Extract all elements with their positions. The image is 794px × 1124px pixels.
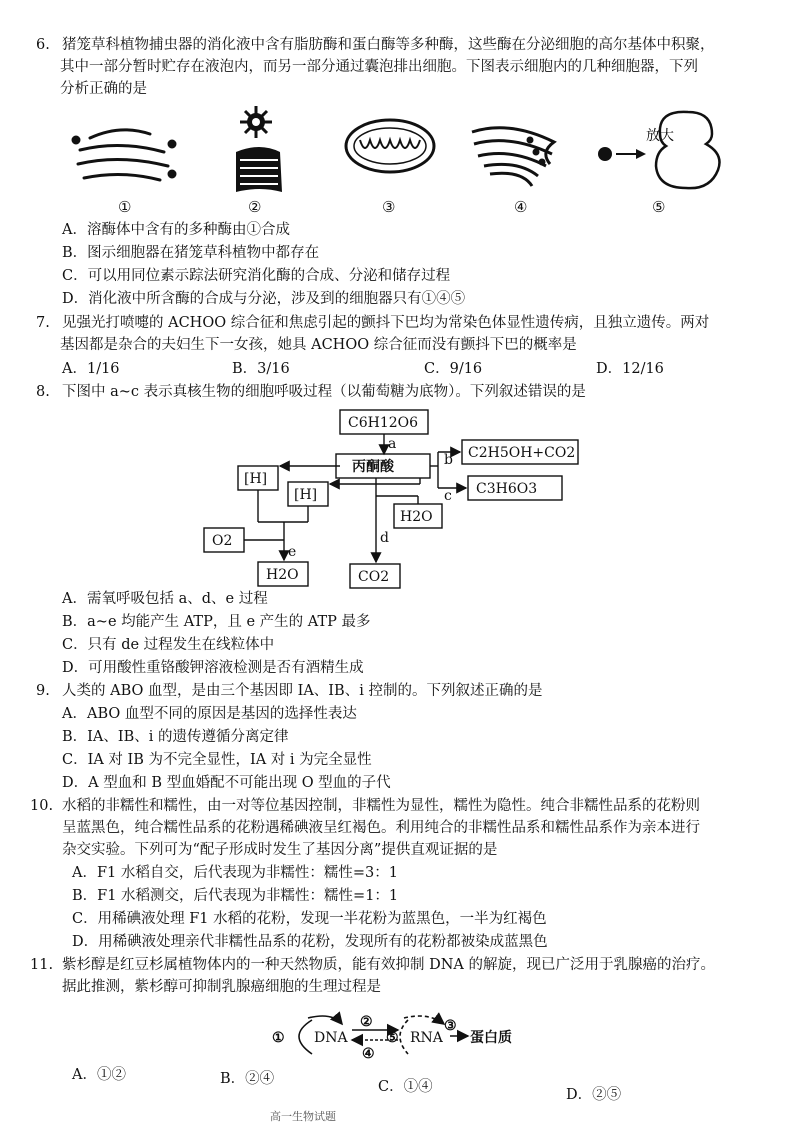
organelle-figure: [60, 100, 740, 200]
process-4-label: ④: [362, 1046, 375, 1062]
option-c[interactable]: C．只有 de 过程发生在线粒体中: [62, 637, 275, 653]
pyruvate-label: 丙酮酸: [352, 459, 394, 475]
question-text: 下图中 a~c 表示真核生物的细胞呼吸过程（以葡萄糖为底物）。下列叙述错误的是: [62, 384, 586, 400]
option-a[interactable]: A．F1 水稻自交，后代表现为非糯性：糯性=3：1: [72, 865, 398, 881]
option-c[interactable]: C．可以用同位素示踪法研究消化酶的合成、分泌和储存过程: [62, 268, 451, 284]
replication-loop: [299, 1020, 312, 1054]
step-a-label: a: [388, 436, 397, 452]
question-8: [36, 381, 776, 403]
question-text: 紫杉醇是红豆杉属植物体内的一种天然物质，能有效抑制 DNA 的解旋，现已广泛用于乳腺癌的治疗。: [62, 957, 715, 973]
option-d[interactable]: D．消化液中所含酶的合成与分泌，涉及到的细胞器只有①④⑤: [62, 291, 466, 307]
question-text: 猪笼草科植物捕虫器的消化液中含有脂肪酶和蛋白酶等多种酶，这些酶在分泌细胞的高尔基体中积聚，: [62, 37, 715, 53]
option-b[interactable]: B．F1 水稻测交，后代表现为非糯性：糯性=1：1: [72, 888, 399, 904]
question-9: [36, 680, 776, 702]
central-dogma-diagram: [268, 1006, 528, 1064]
o2-formula: O2: [212, 533, 233, 549]
option-b[interactable]: B．3/16: [232, 361, 290, 377]
option-c[interactable]: C．用稀碘液处理 F1 水稻的花粉，发现一半花粉为蓝黑色，一半为红褐色: [72, 911, 547, 927]
question-text: 见强光打喷嚏的 ACHOO 综合征和焦虑引起的颤抖下巴均为常染色体显性遗传病，且独立遗传。两对: [62, 315, 710, 331]
option-d[interactable]: D．②⑤: [566, 1087, 622, 1103]
question-text: 基因都是杂合的夫妇生下一女孩，她具 ACHOO 综合征而没有颤抖下巴的概率是: [60, 337, 577, 353]
question-text: 杂交实验。下列可为“配子形成时发生了基因分离”提供直观证据的是: [62, 842, 498, 858]
figure-label-4: ④: [514, 198, 528, 216]
mitochondrion-icon: [346, 120, 434, 172]
option-c[interactable]: C．9/16: [424, 361, 483, 377]
option-c[interactable]: C．①④: [378, 1079, 433, 1095]
golgi-apparatus-icon: [73, 130, 175, 180]
h-label-2: [H]: [294, 487, 318, 503]
h-label-1: [H]: [244, 471, 268, 487]
question-text: 人类的 ABO 血型，是由三个基因即 IA、IB、i 控制的。下列叙述正确的是: [62, 683, 543, 699]
step-c-label: c: [444, 488, 452, 504]
question-number: 9.: [36, 683, 50, 699]
option-b[interactable]: B．图示细胞器在猪笼草科植物中都存在: [62, 245, 320, 261]
option-b[interactable]: B．②④: [220, 1071, 275, 1087]
figure-label-5: ⑤: [652, 198, 666, 216]
step-d-label: d: [380, 530, 389, 546]
option-b[interactable]: B．a~e 均能产生 ATP，且 e 产生的 ATP 最多: [62, 614, 371, 630]
protein-label: 蛋白质: [470, 1030, 512, 1046]
zoom-label: 放大: [646, 128, 674, 144]
option-a[interactable]: A．ABO 血型不同的原因是基因的选择性表达: [62, 706, 357, 722]
process-2-label: ②: [360, 1014, 373, 1030]
question-10: [30, 795, 770, 861]
question-number: 6.: [36, 37, 50, 53]
question-6: [36, 34, 776, 100]
question-text: 水稻的非糯性和糯性，由一对等位基因控制，非糯性为显性，糯性为隐性。纯合非糯性品系的花粉则: [62, 798, 700, 814]
option-a[interactable]: A．需氧呼吸包括 a、d、e 过程: [62, 591, 268, 607]
glucose-formula: C6H12O6: [348, 415, 419, 431]
option-a[interactable]: A．①②: [72, 1067, 126, 1083]
question-number: 8.: [36, 384, 50, 400]
step-e-label: e: [288, 544, 297, 560]
ribosome-cluster-icon: [236, 147, 282, 192]
water-output-formula: H2O: [266, 567, 299, 583]
question-text: 分析正确的是: [60, 81, 147, 97]
process-1-label: ①: [272, 1030, 285, 1046]
option-d[interactable]: D．用稀碘液处理亲代非糯性品系的花粉，发现所有的花粉都被染成蓝黑色: [72, 934, 548, 950]
endoplasmic-reticulum-icon: [472, 128, 554, 186]
water-input-formula: H2O: [400, 509, 433, 525]
figure-label-1: ①: [118, 198, 132, 216]
option-d[interactable]: D．12/16: [596, 361, 664, 377]
process-5-label: ⑤: [386, 1030, 399, 1046]
option-d[interactable]: D．可用酸性重铬酸钾溶液检测是否有酒精生成: [62, 660, 364, 676]
question-text: 呈蓝黑色，纯合糯性品系的花粉遇稀碘液呈红褐色。利用纯合的非糯性品系和糯性品系作为亲本进行: [62, 820, 700, 836]
question-7: [36, 312, 776, 356]
option-d[interactable]: D．A 型血和 B 型血婚配不可能出现 O 型血的子代: [62, 775, 391, 791]
figure-label-2: ②: [248, 198, 262, 216]
question-number: 11.: [30, 957, 54, 973]
question-11: [30, 954, 770, 998]
option-a[interactable]: A．1/16: [62, 361, 120, 377]
question-number: 10.: [30, 798, 54, 814]
question-text: 其中一部分暂时贮存在液泡内，而另一部分通过囊泡排出细胞。下图表示细胞内的几种细胞器，下列: [60, 59, 698, 75]
figure-label-3: ③: [382, 198, 396, 216]
ethanol-formula: C2H5OH+CO2: [468, 445, 576, 461]
option-c[interactable]: C．IA 对 IB 为不完全显性，IA 对 i 为完全显性: [62, 752, 372, 768]
process-3-label: ③: [444, 1018, 457, 1034]
rna-label: RNA: [410, 1030, 443, 1046]
centriole-icon: [240, 106, 272, 138]
co2-formula: CO2: [358, 569, 390, 585]
ribosome-icon: [598, 112, 720, 188]
step-b-label: b: [444, 452, 453, 468]
page-footer: 高一生物试题: [270, 1110, 336, 1123]
respiration-diagram: [190, 404, 590, 590]
question-text: 据此推测，紫杉醇可抑制乳腺癌细胞的生理过程是: [62, 979, 381, 995]
dna-label: DNA: [314, 1030, 348, 1046]
option-b[interactable]: B．IA、IB、i 的遗传遵循分离定律: [62, 729, 289, 745]
option-a[interactable]: A．溶酶体中含有的多种酶由①合成: [62, 222, 290, 238]
question-number: 7.: [36, 315, 50, 331]
lactate-formula: C3H6O3: [476, 481, 538, 497]
